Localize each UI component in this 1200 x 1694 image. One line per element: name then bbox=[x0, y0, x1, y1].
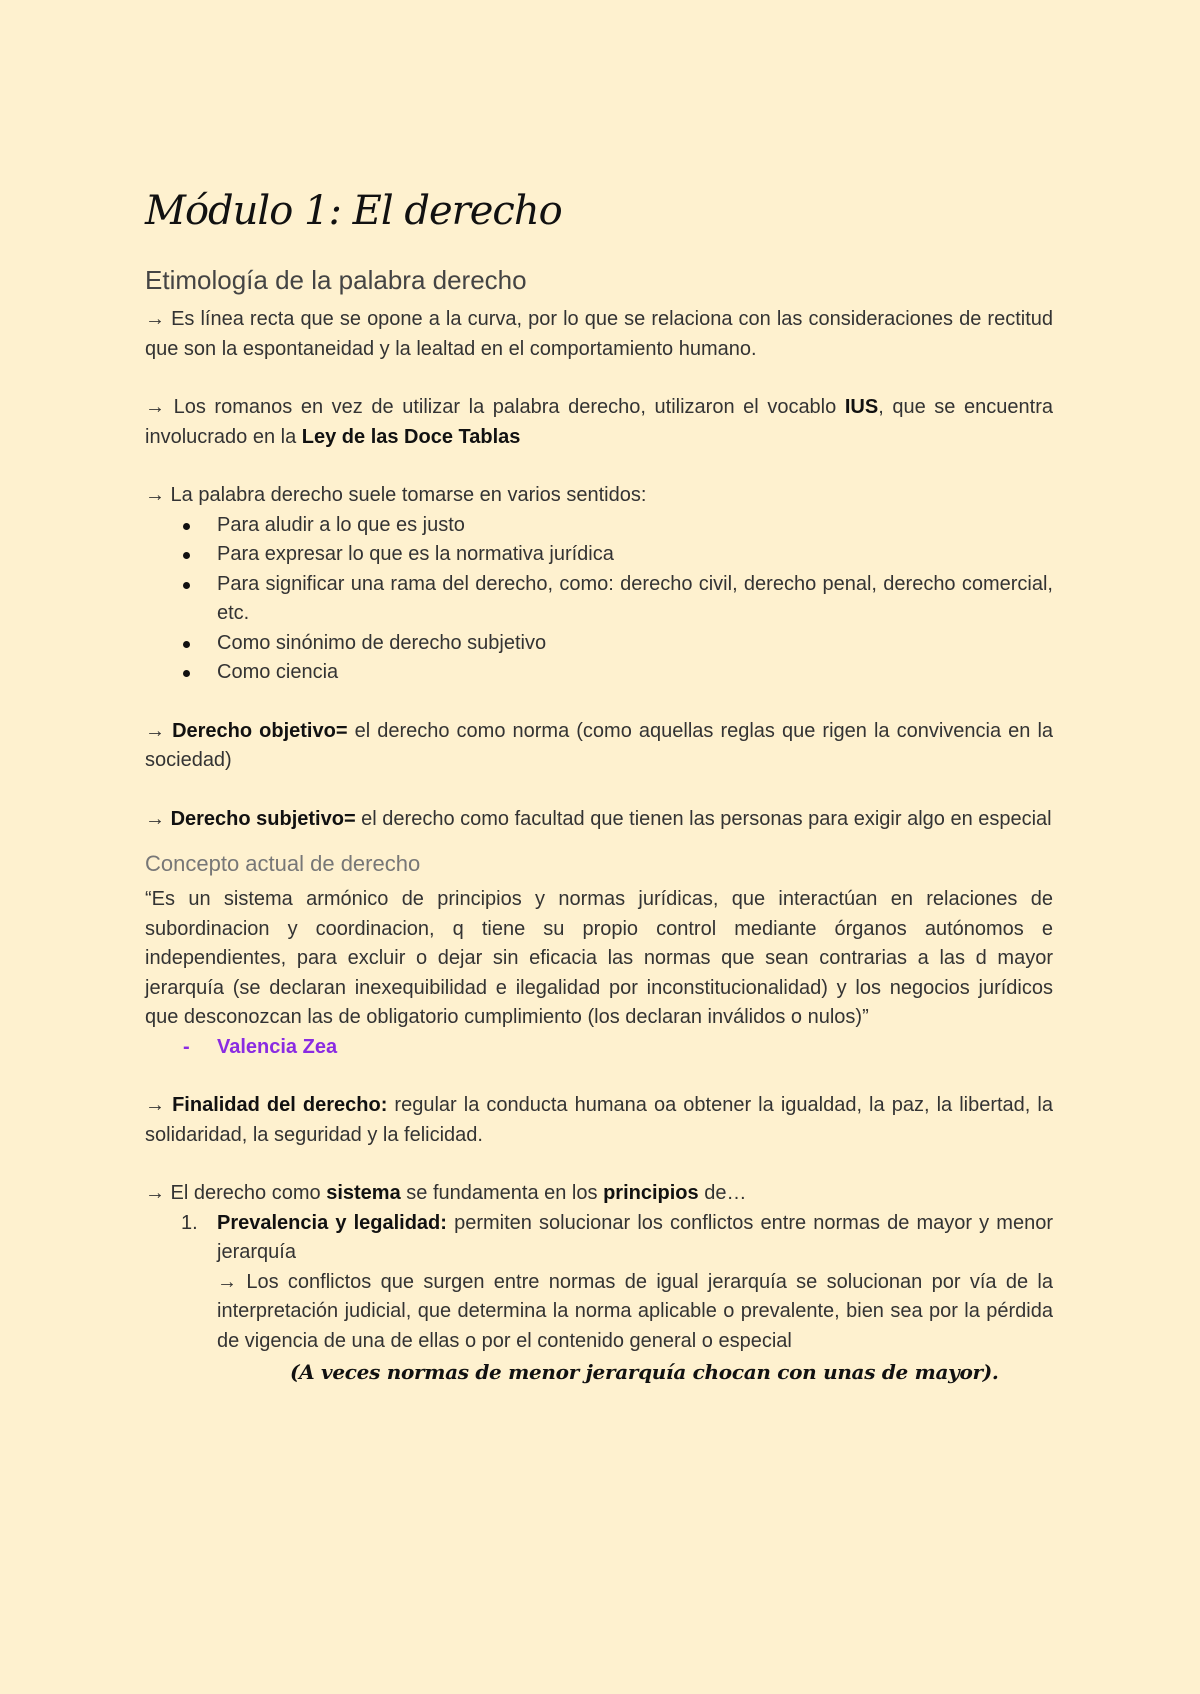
bold-sistema: sistema bbox=[326, 1182, 401, 1204]
paragraph-finalidad bbox=[145, 1091, 1053, 1150]
list-item-text: Para significar una rama del derecho, como: derecho civil, derecho penal, derecho comercial, etc. bbox=[217, 572, 1053, 624]
list-item bbox=[145, 658, 1053, 688]
arrow-icon: → bbox=[145, 1094, 173, 1116]
paragraph-romanos bbox=[145, 393, 1053, 452]
bullet-icon bbox=[183, 641, 190, 648]
bold-finalidad: Finalidad del derecho: bbox=[172, 1094, 388, 1116]
list-item bbox=[145, 1209, 1053, 1357]
text-span: permiten solucionar los conflictos entre normas de mayor y menor jerarquía bbox=[217, 1211, 1053, 1263]
text-span: → Los romanos en vez de utilizar la palabra derecho, utilizaron el vocablo bbox=[145, 396, 845, 418]
paragraph-sentidos: → La palabra derecho suele tomarse en varios sentidos: bbox=[145, 484, 647, 506]
bold-ius: IUS bbox=[844, 396, 879, 418]
page-title: Módulo 1: El derecho bbox=[145, 188, 562, 234]
list-item-text: Para aludir a lo que es justo bbox=[217, 513, 465, 536]
bullet-icon bbox=[183, 552, 190, 559]
arrow-icon: → bbox=[145, 719, 173, 742]
text-span: se fundamenta en los bbox=[400, 1182, 604, 1204]
bold-principios: principios bbox=[603, 1182, 699, 1204]
text-span: regular la conducta humana oa obtener la igualdad, la paz, la libertad, la solidaridad, la seguridad y la felicidad. bbox=[145, 1094, 1053, 1146]
list-item-text: Para expresar lo que es la normativa jurídica bbox=[217, 543, 614, 565]
text-span: , que se encuentra involucrado en la bbox=[145, 396, 1053, 448]
document-content bbox=[145, 185, 1053, 1388]
paragraph-linea-recta: → Es línea recta que se opone a la curva, por lo que se relaciona con las consideraciones de rectitud que son la espontaneidad y la lealtad en el comportamiento humano. bbox=[145, 308, 1053, 360]
arrow-icon: → bbox=[145, 807, 171, 830]
bullet-icon bbox=[183, 582, 190, 589]
list-item bbox=[145, 540, 1053, 570]
quote-author bbox=[145, 1033, 1053, 1063]
bold-derecho-objetivo: Derecho objetivo= bbox=[172, 719, 348, 742]
list-item bbox=[145, 511, 1053, 541]
list-item-text: Como sinónimo de derecho subjetivo bbox=[217, 631, 547, 654]
author-name: Valencia Zea bbox=[217, 1035, 338, 1058]
dash-icon: - bbox=[183, 1035, 190, 1058]
section-heading-concepto: Concepto actual de derecho bbox=[145, 851, 421, 876]
bullet-icon bbox=[183, 670, 190, 677]
list-item-text bbox=[217, 1209, 1053, 1268]
list-number: 1. bbox=[181, 1211, 198, 1234]
bold-derecho-subjetivo: Derecho subjetivo= bbox=[170, 807, 356, 830]
quote-paragraph: “Es un sistema armónico de principios y normas jurídicas, que interactúan en relaciones de subordinacion y coordinacion, q tiene su propio control mediante órganos autónomos e independientes, para excluir o dejar sin eficacia las normas que sean contrarias a las d mayor jerarquía (se declaran inexequibilidad e ilegalidad por inconstitucionalidad) y los negocios jurídicos que desconozcan las de obligatorio cumplimiento (los declaran inválidos o nulos)” bbox=[145, 888, 1053, 1028]
paragraph-derecho-subjetivo bbox=[145, 805, 1053, 835]
list-item bbox=[145, 629, 1053, 659]
section-heading-etimologia: Etimología de la palabra derecho bbox=[145, 265, 527, 295]
text-span: de… bbox=[698, 1182, 747, 1204]
list-item-text: Como ciencia bbox=[217, 661, 339, 683]
text-span: el derecho como facultad que tienen las personas para exigir algo en especial bbox=[355, 807, 1052, 830]
list-item bbox=[145, 570, 1053, 629]
bullet-list-sentidos bbox=[145, 511, 1053, 688]
list-item-subtext: → Los conflictos que surgen entre normas de igual jerarquía se solucionan por vía de la interpretación judicial, que determina la norma aplicable o prevalente, bien sea por la pérdida de vigencia de una de ellas o por el contenido general o especial bbox=[217, 1270, 1053, 1352]
paragraph-sistema bbox=[145, 1179, 1053, 1209]
bold-ley-doce-tablas: Ley de las Doce Tablas bbox=[301, 425, 521, 448]
text-span: → El derecho como bbox=[145, 1182, 327, 1204]
paragraph-derecho-objetivo bbox=[145, 717, 1053, 776]
bold-prevalencia: Prevalencia y legalidad: bbox=[217, 1211, 447, 1234]
numbered-list-principios bbox=[145, 1209, 1053, 1357]
bullet-icon bbox=[183, 523, 190, 530]
handwritten-note: (A veces normas de menor jerarquía chocan con unas de mayor). bbox=[290, 1360, 999, 1384]
text-span: el derecho como norma (como aquellas reglas que rigen la convivencia en la sociedad) bbox=[145, 719, 1054, 771]
